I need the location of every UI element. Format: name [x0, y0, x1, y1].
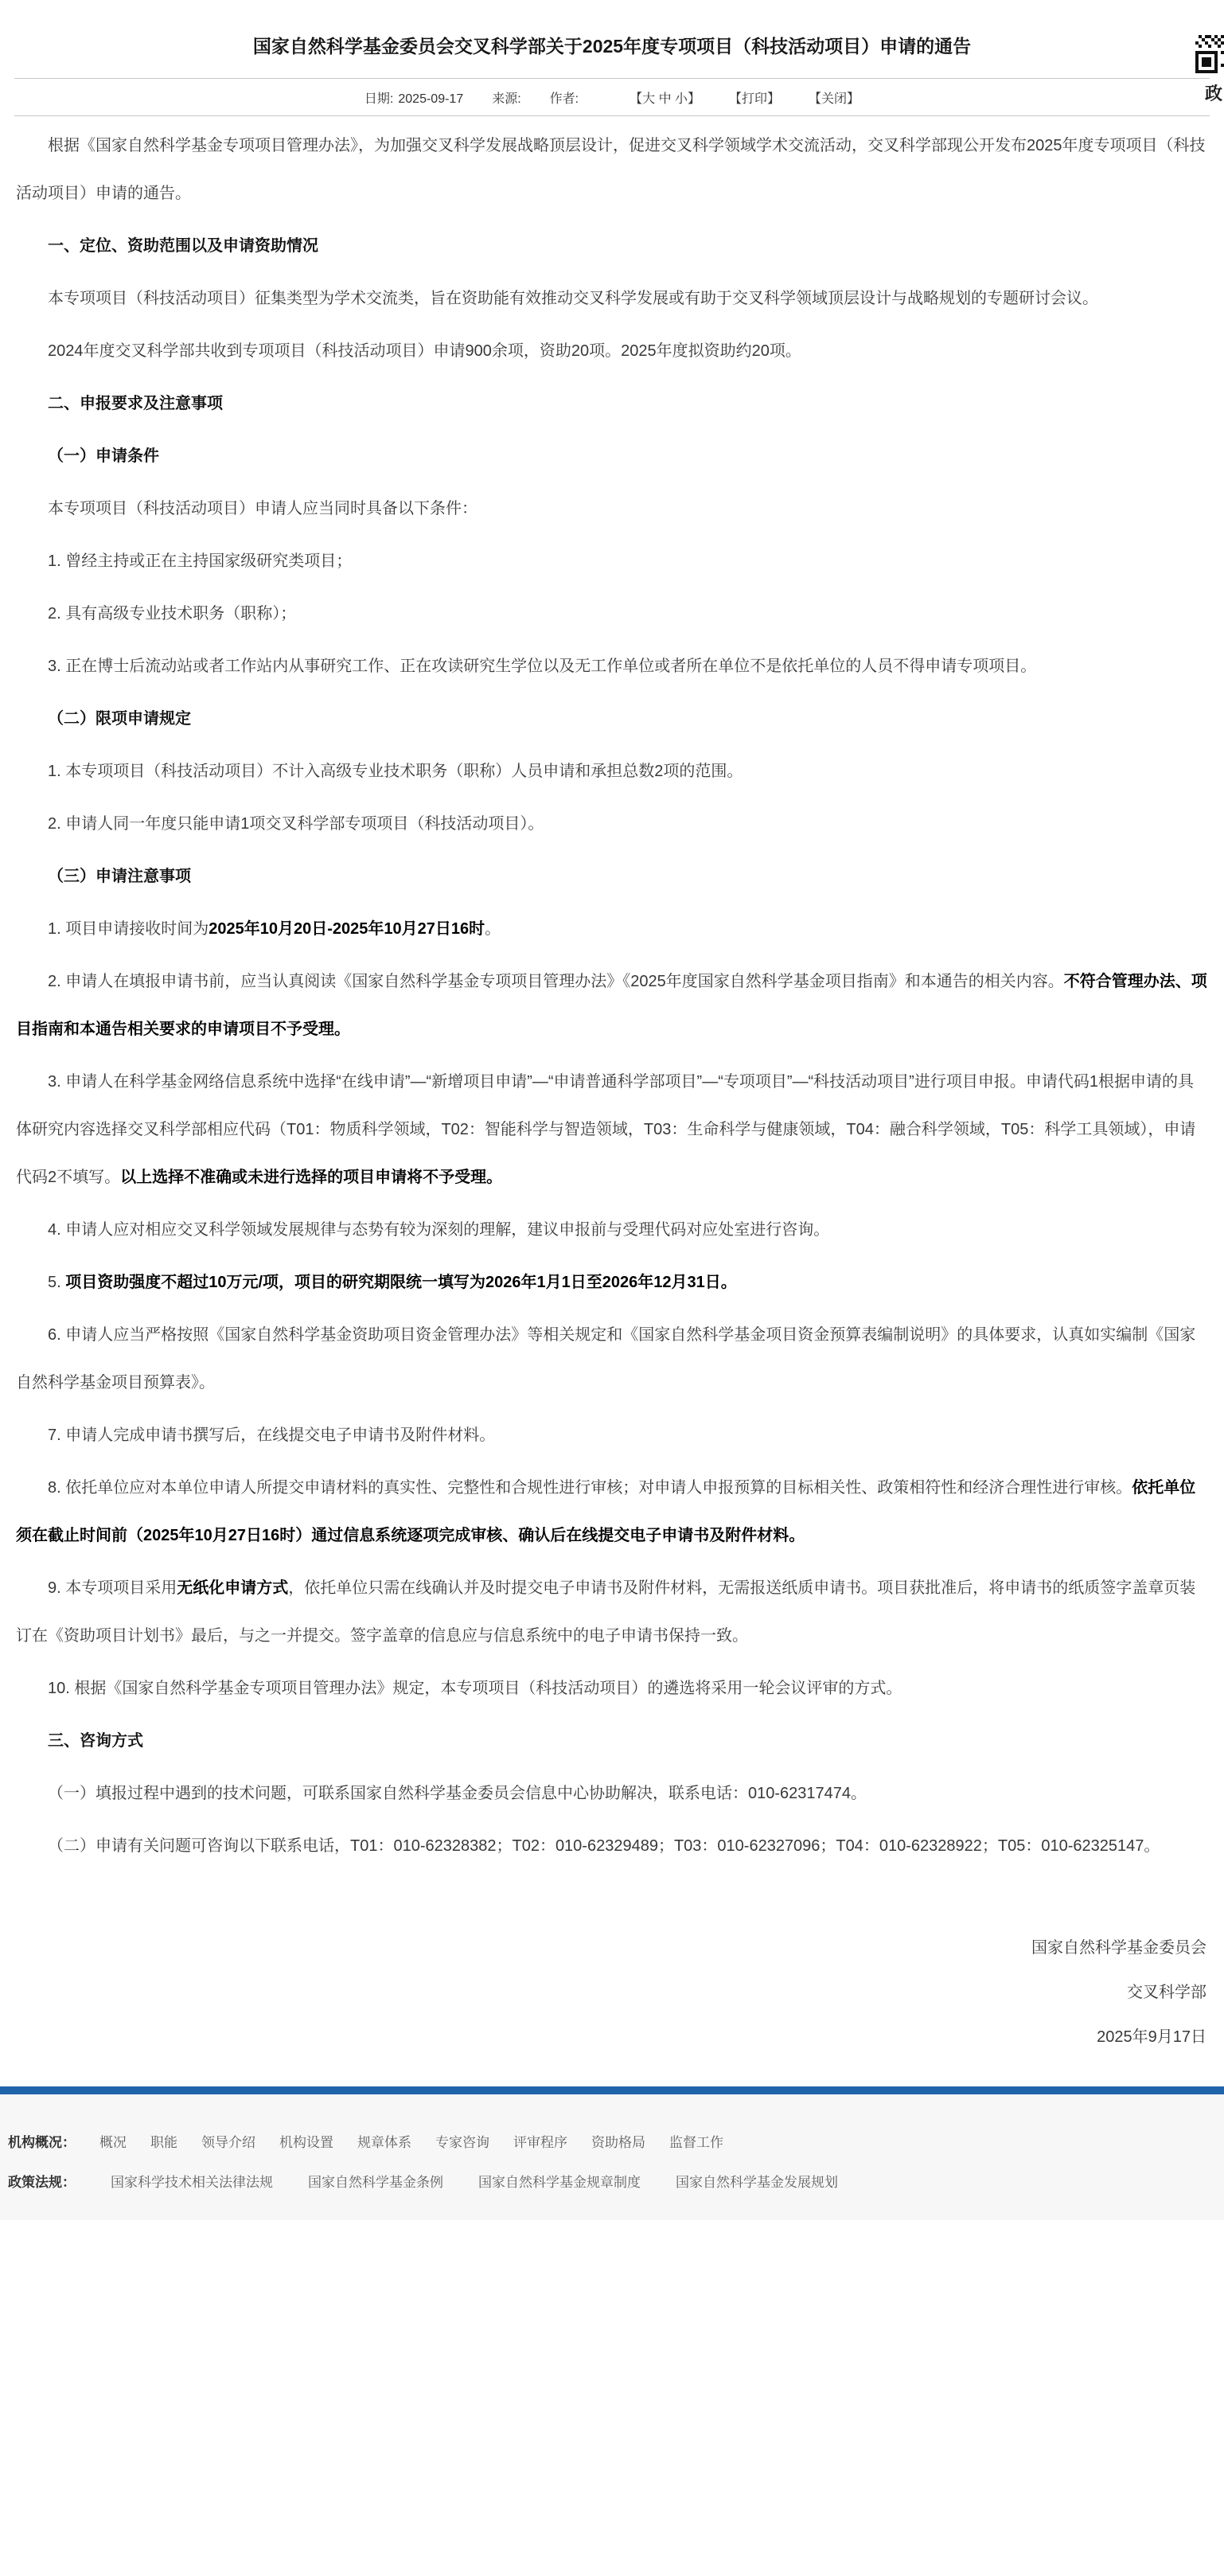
footer-link[interactable]: 概况 [99, 2135, 127, 2150]
paragraph: （一）填报过程中遇到的技术问题，可联系国家自然科学基金委员会信息中心协助解决，联系电话：010-62317474。 [48, 1785, 867, 1802]
font-size-control[interactable]: 【大 中 小】 [630, 92, 701, 106]
paragraph: 2. 申请人在填报申请书前，应当认真阅读《国家自然科学基金专项项目管理办法》《2025年度国家自然科学基金项目指南》和本通告的相关内容。不符合管理办法、项目指南和本通告相关要求的申请项目不予受理。 [16, 973, 1207, 1038]
paragraph: 2. 申请人同一年度只能申请1项交叉科学部专项项目（科技活动项目）。 [48, 815, 544, 833]
footer-link[interactable]: 国家科学技术相关法律法规 [111, 2175, 273, 2190]
paragraph: 1. 项目申请接收时间为2025年10月20日-2025年10月27日16时。 [48, 920, 501, 938]
author-label: 作者: [549, 92, 579, 106]
footer-link[interactable]: 国家自然科学基金条例 [308, 2175, 443, 2190]
date-field [364, 88, 463, 107]
footer-link[interactable]: 资助格局 [591, 2135, 645, 2150]
paragraph: 1. 曾经主持或正在主持国家级研究类项目； [48, 552, 353, 570]
footer-link[interactable]: 国家自然科学基金发展规划 [676, 2175, 838, 2190]
footer-link[interactable]: 领导介绍 [201, 2135, 255, 2150]
section-heading: 一、定位、资助范围以及申请资助情况 [48, 237, 318, 255]
paragraph: 2024年度交叉科学部共收到专项项目（科技活动项目）申请900余项，资助20项。2025年度拟资助约20项。 [48, 342, 801, 360]
paragraph: 2. 具有高级专业技术职务（职称）； [48, 605, 297, 623]
footer-category-label: 政策法规： [8, 2175, 76, 2190]
paragraph: 7. 申请人完成申请书撰写后，在线提交电子申请书及附件材料。 [48, 1427, 496, 1444]
paragraph: 3. 申请人在科学基金网络信息系统中选择“在线申请”—“新增项目申请”—“申请普通科学部项目”—“专项项目”—“科技活动项目”进行项目申报。申请代码1根据申请的具体研究内容选择交叉科学部相应代码（T01：物质科学领域，T02：智能科学与智造领域，T03：生命科学与健康领域，T04：融合科学领域，T05：科学工具领域），申请代码2不填写。以上选择不准确或未进行选择的项目申请将不予受理。 [16, 1073, 1196, 1186]
footer-row [8, 2123, 1224, 2163]
paragraph: 6. 申请人应当严格按照《国家自然科学基金资助项目资金管理办法》等相关规定和《国家自然科学基金项目资金预算表编制说明》的具体要求，认真如实编制《国家自然科学基金项目预算表》。 [16, 1326, 1196, 1391]
signature-line: 国家自然科学基金委员会 [1031, 1939, 1206, 1957]
footer-link[interactable]: 国家自然科学基金规章制度 [478, 2175, 641, 2190]
paragraph: 本专项项目（科技活动项目）征集类型为学术交流类，旨在资助能有效推动交叉科学发展或有助于交叉科学领域顶层设计与战略规划的专题研讨会议。 [48, 290, 1098, 307]
paragraph: 根据《国家自然科学基金专项项目管理办法》，为加强交叉科学发展战略顶层设计，促进交叉科学领域学术交流活动，交叉科学部现公开发布2025年度专项项目（科技活动项目）申请的通告。 [16, 137, 1206, 202]
footer-link[interactable]: 机构设置 [279, 2135, 333, 2150]
signature-line: 2025年9月17日 [1097, 2028, 1206, 2046]
section-heading: （三）申请注意事项 [48, 868, 191, 885]
article-body [0, 116, 1224, 1870]
section-heading: （二）限项申请规定 [48, 710, 191, 728]
footer-link[interactable]: 监督工作 [669, 2135, 723, 2150]
footer-row [8, 2163, 1224, 2203]
paragraph: 9. 本专项项目采用无纸化申请方式，依托单位只需在线确认并及时提交电子申请书及附件材料，无需报送纸质申请书。项目获批准后，将申请书的纸质签字盖章页装订在《资助项目计划书》最后，与之一并提交。签字盖章的信息应与信息系统中的电子申请书保持一致。 [16, 1579, 1196, 1645]
signature-block [0, 1926, 1224, 2059]
footer-category-label: 机构概况： [8, 2135, 76, 2150]
section-heading: 三、咨询方式 [48, 1732, 143, 1750]
footer-link[interactable]: 评审程序 [513, 2135, 567, 2150]
date-value: 2025-09-17 [398, 92, 464, 106]
footer-links [0, 2094, 1224, 2220]
print-button[interactable]: 【打印】 [729, 92, 781, 106]
footer-link[interactable]: 职能 [150, 2135, 177, 2150]
meta-bar [14, 78, 1210, 116]
qr-caption: 政 [1205, 84, 1223, 103]
close-button[interactable]: 【关闭】 [809, 92, 860, 106]
page-title: 国家自然科学基金委员会交叉科学部关于2025年度专项项目（科技活动项目）申请的通告 [252, 36, 972, 57]
paragraph: 5. 项目资助强度不超过10万元/项，项目的研究期限统一填写为2026年1月1日至2026年12月31日。 [48, 1274, 737, 1291]
page-footer [0, 2086, 1224, 2220]
paragraph: 10. 根据《国家自然科学基金专项项目管理办法》规定，本专项项目（科技活动项目）的遴选将采用一轮会议评审的方式。 [48, 1680, 902, 1697]
footer-link[interactable]: 规章体系 [357, 2135, 411, 2150]
paragraph: 4. 申请人应对相应交叉科学领域发展规律与态势有较为深刻的理解，建议申报前与受理代码对应处室进行咨询。 [48, 1221, 830, 1239]
paragraph: 本专项项目（科技活动项目）申请人应当同时具备以下条件： [48, 500, 478, 517]
paragraph: 8. 依托单位应对本单位申请人所提交申请材料的真实性、完整性和合规性进行审核；对申请人申报预算的目标相关性、政策相符性和经济合理性进行审核。依托单位须在截止时间前（2025年10月27日16时）通过信息系统逐项完成审核、确认后在线提交电子申请书及附件材料。 [16, 1479, 1196, 1544]
paragraph: （二）申请有关问题可咨询以下联系电话，T01：010-62328382；T02：010-62329489；T03：010-62327096；T04：010-62328922；T05：010-62325147。 [48, 1837, 1160, 1855]
footer-accent-bar [0, 2086, 1224, 2094]
signature-line: 交叉科学部 [1127, 1984, 1206, 2001]
date-label: 日期: [364, 92, 394, 106]
paragraph: 1. 本专项项目（科技活动项目）不计入高级专业技术职务（职称）人员申请和承担总数2项的范围。 [48, 763, 743, 780]
section-heading: 二、申报要求及注意事项 [48, 395, 223, 412]
paragraph: 3. 正在博士后流动站或者工作站内从事研究工作、正在攻读研究生学位以及无工作单位或者所在单位不是依托单位的人员不得申请专项项目。 [48, 658, 1037, 675]
qr-code-icon [1195, 63, 1224, 76]
qr-share-corner [1195, 35, 1224, 105]
section-heading: （一）申请条件 [48, 447, 159, 465]
source-label: 来源: [492, 92, 521, 106]
footer-link[interactable]: 专家咨询 [435, 2135, 489, 2150]
